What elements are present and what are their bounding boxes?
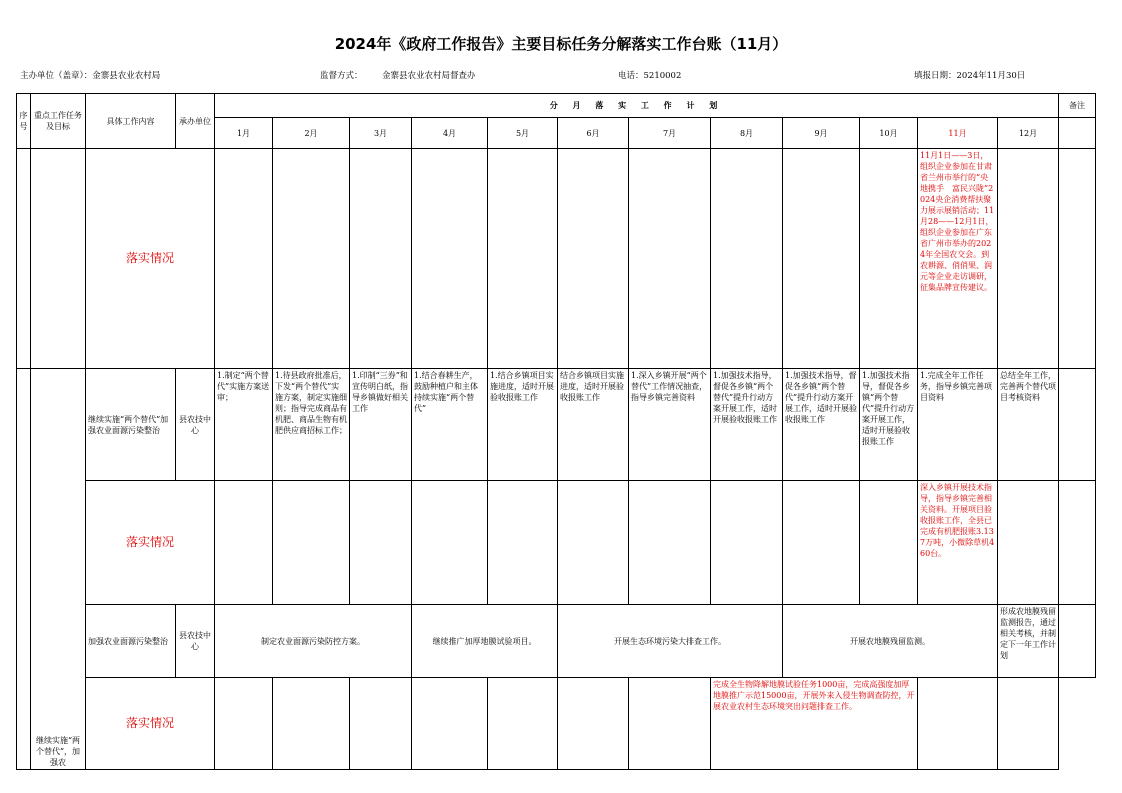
month-3: 3月 bbox=[350, 118, 412, 149]
month-6: 6月 bbox=[558, 118, 629, 149]
nov-progress: 深入乡镇开展技术指导，指导乡镇完善相关资料。开展项目验收报账工作，全县已完成有机肥报账3.137万吨，小微除草机460台。 bbox=[918, 481, 998, 605]
phone: 电话：5210002 bbox=[618, 71, 682, 81]
header-row bbox=[17, 94, 1096, 118]
supervise-label: 监督方式： bbox=[320, 71, 363, 81]
col-seq: 序号 bbox=[17, 94, 31, 149]
seq-cell bbox=[17, 369, 31, 770]
plan-month-9: 1.加强技术指导，督促各乡镇“两个替代”提升行动方案开展工作，适时开展验收报账工作 bbox=[783, 369, 860, 481]
plan-sep-nov: 开展农地膜残留监测。 bbox=[783, 605, 998, 678]
table-row bbox=[17, 369, 1096, 481]
plan-month-12: 总结全年工作，完善两个替代项目考核资料 bbox=[998, 369, 1059, 481]
key-task-cell bbox=[31, 149, 86, 369]
plan-jun-aug: 开展生态环境污染大排查工作。 bbox=[558, 605, 783, 678]
page-title: 2024年《政府工作报告》主要目标任务分解落实工作台账（11月） bbox=[334, 35, 788, 53]
month-11: 11月 bbox=[918, 118, 998, 149]
month-9: 9月 bbox=[783, 118, 860, 149]
plan-month-6: 结合乡镇项目实施进度，适时开展验收报账工作 bbox=[558, 369, 629, 481]
responsible-unit: 县农技中心 bbox=[176, 605, 215, 678]
table-row bbox=[17, 481, 1096, 605]
plan-jan-mar: 制定农业面源污染防控方案。 bbox=[215, 605, 412, 678]
plan-month-8: 1.加强技术指导，督促各乡镇“两个替代”提升行动方案开展工作，适时开展验收报账工作 bbox=[711, 369, 783, 481]
host-unit: 主办单位（盖章）：金寨县农业农村局 bbox=[20, 71, 161, 81]
work-content: 继续实施“两个替代”加强农业面源污染整治 bbox=[86, 369, 176, 481]
remark-cell bbox=[1059, 118, 1096, 149]
plan-apr-may: 继续推广加厚地膜试验项目。 bbox=[412, 605, 558, 678]
col-unit: 承办单位 bbox=[176, 94, 215, 149]
plan-month-4: 1.结合春耕生产，鼓励种植户和主体持续实施“两个替代” bbox=[412, 369, 488, 481]
plan-month-10: 1.加强技术指导，督促各乡镇“两个替代”提升行动方案开展工作，适时开展验收报账工作 bbox=[860, 369, 918, 481]
month-12: 12月 bbox=[998, 118, 1059, 149]
month-4: 4月 bbox=[412, 118, 488, 149]
plan-month-3: 1.印制“三券”和宣传明白纸，指导乡镇做好相关工作 bbox=[350, 369, 412, 481]
month-5: 5月 bbox=[488, 118, 558, 149]
luoshi-label: 落实情况 bbox=[86, 481, 215, 605]
luoshi-label: 落实情况 bbox=[86, 678, 215, 770]
plan-month-2: 1.待县政府批准后，下发“两个替代”实施方案，制定实施细则；指导完成商品有机肥、商品生物有机肥供应商招标工作； bbox=[273, 369, 350, 481]
table-row bbox=[17, 605, 1096, 678]
nov-progress: 完成全生物降解地膜试验任务1000亩，完成高强度加厚地膜推广示范15000亩，开展外来入侵生物调查防控，开展农业农村生态环境突出问题排查工作。 bbox=[711, 678, 918, 770]
fill-date: 填报日期：2024年11月30日 bbox=[914, 71, 1026, 81]
plan-month-5: 1.结合乡镇项目实施进度，适时开展验收报账工作 bbox=[488, 369, 558, 481]
plan-month-7: 1.深入乡镇开展“两个替代”工作情况抽查，指导乡镇完善资料 bbox=[629, 369, 711, 481]
table-row bbox=[17, 149, 1096, 369]
col-remark: 备注 bbox=[1059, 94, 1096, 118]
plan-month-1: 1.制定“两个替代”实施方案送审； bbox=[215, 369, 273, 481]
month-7: 7月 bbox=[629, 118, 711, 149]
responsible-unit: 县农技中心 bbox=[176, 369, 215, 481]
plan-month-12: 形成农地膜残留监测报告，通过相关考核，并制定下一年工作计划 bbox=[998, 605, 1059, 678]
col-key-task: 重点工作任务及目标 bbox=[31, 94, 86, 149]
nov-progress: 11月1日——3日，组织企业参加在甘肃省兰州市举行的“央地携手 富民兴陇”2024央企消费帮扶聚力展示展销活动；11月28——12月1日，组织企业参加在广东省广州市举办的2024年全国农交会。到农耕源、俏俏果、润元等企业走访调研，征集品牌宣传建议。 bbox=[918, 149, 998, 369]
seq-cell bbox=[17, 149, 31, 369]
month-10: 10月 bbox=[860, 118, 918, 149]
month-1: 1月 bbox=[215, 118, 273, 149]
supervise-value: 金寨县农业农村局督查办 bbox=[382, 71, 476, 81]
luoshi-label: 落实情况 bbox=[86, 149, 215, 369]
work-content: 加强农业面源污染整治 bbox=[86, 605, 176, 678]
monthly-plan-header: 分 月 落 实 工 作 计 划 bbox=[215, 94, 1059, 118]
key-task-cell: 继续实施“两个替代”，加强农 bbox=[31, 369, 86, 770]
month-8: 8月 bbox=[711, 118, 783, 149]
month-2: 2月 bbox=[273, 118, 350, 149]
plan-month-11: 1.完成全年工作任务，指导乡镇完善项目资料 bbox=[918, 369, 998, 481]
table-row bbox=[17, 678, 1096, 770]
ledger-table bbox=[16, 93, 1096, 770]
col-content: 具体工作内容 bbox=[86, 94, 176, 149]
